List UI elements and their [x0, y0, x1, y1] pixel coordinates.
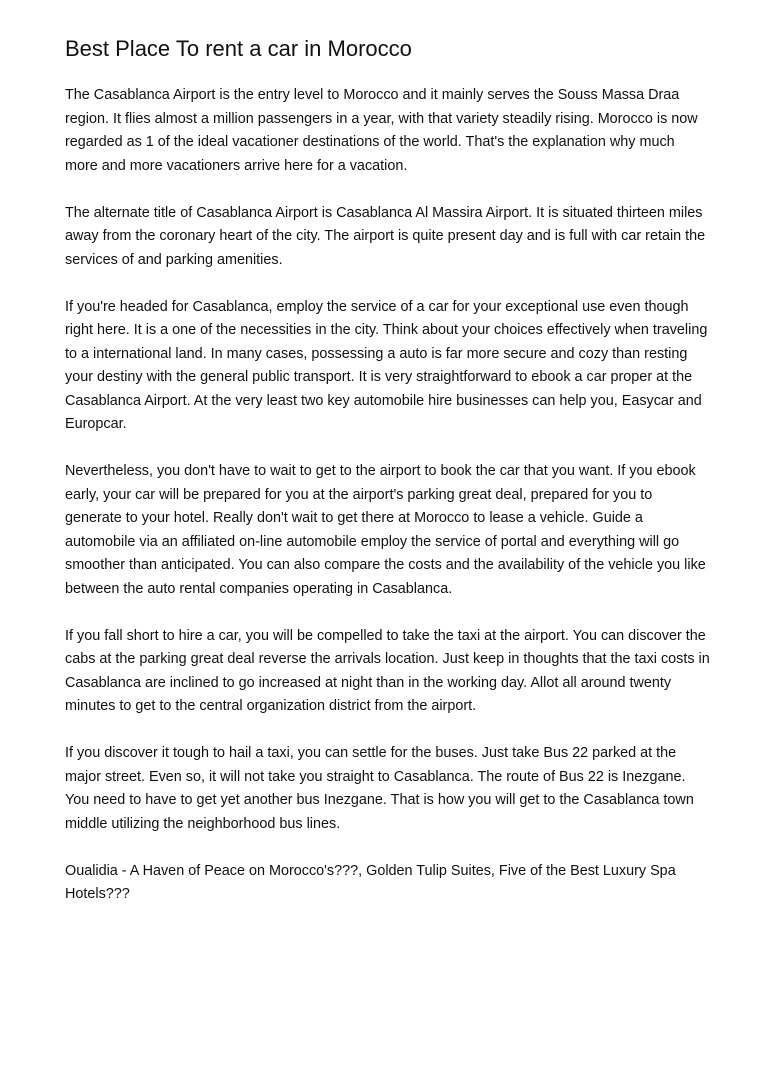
paragraph-taxi: If you fall short to hire a car, you will be compelled to take the taxi at the airport. You can discover the cabs at the parking great deal reverse the arrivals location. Just keep in thoughts that the taxi costs in Casablanca are inclined to go increased at night than in the working day. Allot all around twenty minutes to get to the central organization district from the airport.	[65, 627, 710, 714]
paragraph-car-hire: If you're headed for Casablanca, employ the service of a car for your exceptional use even though right here. It is a one of the necessities in the city. Think about your choices effectively when traveling to a international land. In many cases, possessing a auto is far more secure and cozy than resting your destiny with the general public transport. It is very straightforward to ebook a car proper at the Casablanca Airport. At the very least two key automobile hire businesses can help you, Easycar and Europcar.	[65, 298, 708, 432]
paragraph-airport-intro: The Casablanca Airport is the entry level to Morocco and it mainly serves the Souss Massa Draa region. It flies almost a million passengers in a year, with that variety steadily rising. Morocco is now regarded as 1 of the ideal vacationer destinations of the world. That's the explanation why much more and more vacationers arrive here for a vacation.	[65, 87, 698, 174]
paragraph-bus: If you discover it tough to hail a taxi, you can settle for the buses. Just take Bus 22 parked at the major street. Even so, it will not take you straight to Casablanca. The route of Bus 22 is Inezgane. You need to have to get yet another bus Inezgane. That is how you will get to the Casablanca town middle utilizing the neighborhood bus lines.	[65, 745, 694, 832]
paragraph-airport-name: The alternate title of Casablanca Airport is Casablanca Al Massira Airport. It is situated thirteen miles away from the coronary heart of the city. The airport is quite present day and is full with car retain the services of and parking amenities.	[65, 204, 706, 268]
document-title: Best Place To rent a car in Morocco	[65, 36, 412, 61]
paragraph-book-early: Nevertheless, you don't have to wait to get to the airport to book the car that you want. If you ebook early, your car will be prepared for you at the airport's parking great deal, prepared for you to generate to your hotel. Really don't wait to get there at Morocco to lease a vehicle. Guide a automobile via an affiliated on-line automobile employ the service of portal and everything will go smoother than anticipated. You can also compare the costs and the availability of the vehicle you like between the auto rental companies operating in Casablanca.	[65, 463, 706, 597]
paragraph-related-links: Oualidia - A Haven of Peace on Morocco's???, Golden Tulip Suites, Five of the Best Luxury Spa Hotels???	[65, 862, 676, 902]
document-page	[65, 34, 710, 930]
